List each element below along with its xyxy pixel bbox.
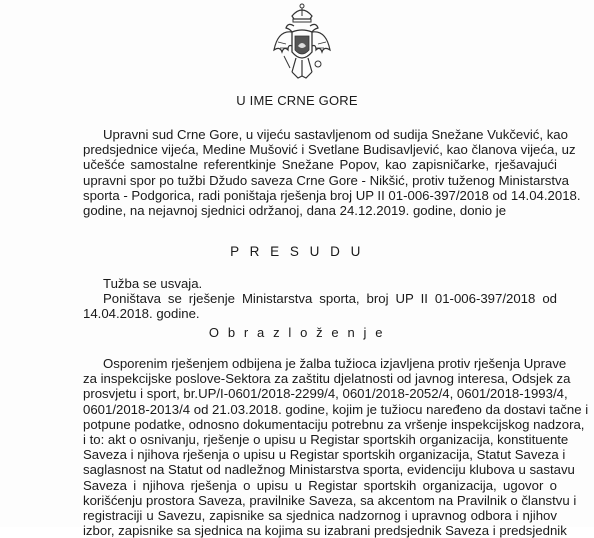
coat-of-arms-emblem (270, 2, 334, 88)
reasoning-line: registraciji u Savezu, zapisnike sa sjednica nadzornog i upravnog odbora i njihov (83, 508, 557, 524)
reasoning-paragraph (83, 356, 589, 538)
intro-line: sporta - Podgorica, radi poništaja rješenja broj UP II 01-006-397/2018 od 14.04.2018. (83, 187, 581, 203)
intro-paragraph (83, 127, 581, 219)
document-heading: U IME CRNE GORE (236, 93, 358, 108)
intro-line: Upravni sud Crne Gore, u vijeću sastavljenom od sudija Snežane Vukčević, kao (103, 127, 568, 142)
verdict-line: Poništava se rješenje Ministarstva sporta, broj UP II 01-006-397/2018 od (103, 291, 557, 307)
reasoning-line: 0601/2018-2013/4 od 21.03.2018. godine, kojim je tužiocu naređeno da dostavi tačne i (83, 401, 589, 417)
intro-line: predsjednice vijeća, Medine Mušović i Svetlane Budisavljević, kao članova vijeća, uz (83, 142, 576, 158)
reasoning-line: za inspekcijske poslove-Sektora za zaštitu djelatnosti od javnog interesa, Odsjek za (83, 371, 571, 387)
reasoning-line: potpune podatke, odnosno dokumentaciju potrebnu za vršenje inspekcijskog nadzora, (83, 416, 585, 432)
reasoning-line: prosvjetu i sport, br.UP/I-0601/2018-2299/4, 0601/2018-2052/4, 0601/2018-1993/4, (83, 386, 568, 402)
intro-line: upravni spor po tužbi Džudo saveza Crne Gore - Nikšić, protiv tuženog Ministarstva (83, 172, 569, 188)
verdict-title: P R E S U D U (230, 244, 364, 259)
reasoning-line: Osporenim rješenjem odbijena je žalba tužioca izjavljena protiv rješenja Uprave (103, 356, 567, 371)
reasoning-line: saglasnost na Statut od nadležnog Ministarstva sporta, evidenciju klubova u sastavu (83, 462, 575, 478)
intro-line: godine, na nejavnoj sjednici održanoj, dana 24.12.2019. godine, donio je (83, 203, 507, 219)
reasoning-line: izbor, zapisnike sa sjednica na kojima su izabrani predsjednik Saveza i predsjednik (83, 523, 567, 538)
verdict-line: 14.04.2018. godine. (83, 306, 200, 322)
reasoning-title: O b r a z l o ž e n j e (208, 325, 386, 340)
reasoning-line: Saveza i njihova rješenja o upisu u Registar sportskih organizacija, Statut Saveza i (83, 447, 566, 463)
reasoning-line: korišćenju prostora Saveza, pravilnike Saveza, sa akcentom na Pravilnik o članstvu i (83, 492, 577, 508)
reasoning-line: Saveza i njihova rješenja o upisu u Registar sportskih organizacija, ugovor o (83, 477, 557, 493)
intro-line: učešće samostalne referentkinje Snežane Popov, kao zapisničarke, rješavajući (83, 157, 557, 173)
verdict-line: Tužba se usvaja. (103, 276, 203, 291)
reasoning-line: i to: akt o osnivanju, rješenje o upisu u Registar sportskih organizacija, konstituente (83, 432, 569, 448)
verdict-paragraph (83, 276, 557, 322)
